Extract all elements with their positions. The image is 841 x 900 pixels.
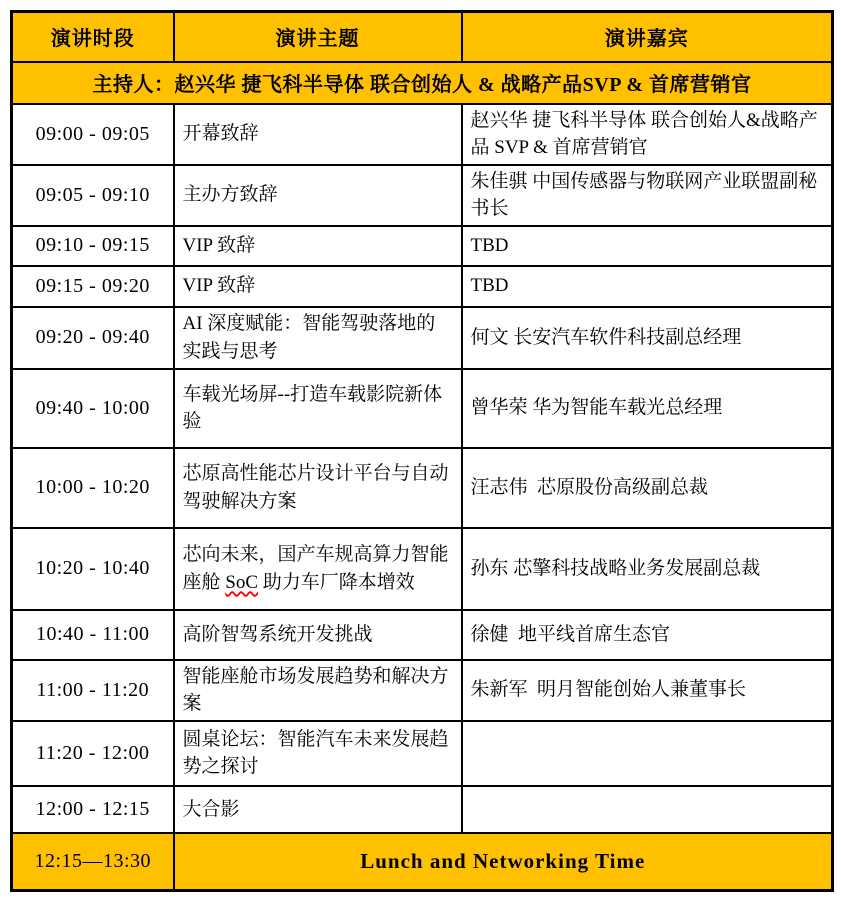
guest-cell: 汪志伟 芯原股份高级副总裁 (462, 448, 833, 528)
footer-time-cell: 12:15—13:30 (12, 833, 174, 891)
time-cell: 09:20 - 09:40 (12, 307, 174, 369)
time-cell: 11:20 - 12:00 (12, 721, 174, 786)
header-guest-column: 演讲嘉宾 (462, 12, 833, 62)
guest-cell: 朱佳骐 中国传感器与物联网产业联盟副秘书长 (462, 165, 833, 226)
table-row (12, 528, 833, 610)
table-row (12, 721, 833, 786)
time-cell: 09:40 - 10:00 (12, 369, 174, 448)
table-footer (12, 833, 833, 891)
time-cell: 09:00 - 09:05 (12, 104, 174, 165)
guest-cell: 徐健 地平线首席生态官 (462, 610, 833, 660)
footer-row (12, 833, 833, 891)
topic-text: 助力车厂降本增效 (258, 571, 415, 593)
time-cell: 12:00 - 12:15 (12, 786, 174, 833)
guest-cell (462, 786, 833, 833)
table-row (12, 165, 833, 226)
topic-cell: 主办方致辞 (174, 165, 462, 226)
guest-cell: 曾华荣 华为智能车载光总经理 (462, 369, 833, 448)
schedule-body (12, 104, 833, 833)
header-time-column: 演讲时段 (12, 12, 174, 62)
topic-cell: 高阶智驾系统开发挑战 (174, 610, 462, 660)
guest-cell: 朱新军 明月智能创始人兼董事长 (462, 660, 833, 721)
header-topic-column: 演讲主题 (174, 12, 462, 62)
topic-cell: 智能座舱市场发展趋势和解决方案 (174, 660, 462, 721)
header-row (12, 12, 833, 62)
guest-cell: 赵兴华 捷飞科半导体 联合创始人&战略产品 SVP & 首席营销官 (462, 104, 833, 165)
table-row (12, 786, 833, 833)
topic-cell: 圆桌论坛：智能汽车未来发展趋势之探讨 (174, 721, 462, 786)
time-cell: 10:40 - 11:00 (12, 610, 174, 660)
table-row (12, 307, 833, 369)
guest-cell: 孙东 芯擎科技战略业务发展副总裁 (462, 528, 833, 610)
topic-cell: 大合影 (174, 786, 462, 833)
table-row (12, 104, 833, 165)
topic-cell: VIP 致辞 (174, 266, 462, 307)
guest-cell: TBD (462, 226, 833, 266)
guest-cell: TBD (462, 266, 833, 307)
topic-cell: AI 深度赋能：智能驾驶落地的实践与思考 (174, 307, 462, 369)
topic-cell: 开幕致辞 (174, 104, 462, 165)
table-row (12, 369, 833, 448)
spellcheck-marked-text: SoC (225, 571, 259, 593)
guest-cell: 何文 长安汽车软件科技副总经理 (462, 307, 833, 369)
topic-cell: 芯原高性能芯片设计平台与自动驾驶解决方案 (174, 448, 462, 528)
topic-cell: VIP 致辞 (174, 226, 462, 266)
table-row (12, 266, 833, 307)
topic-cell: 车载光场屏--打造车载影院新体验 (174, 369, 462, 448)
time-cell: 11:00 - 11:20 (12, 660, 174, 721)
time-cell: 09:05 - 09:10 (12, 165, 174, 226)
topic-cell (174, 528, 462, 610)
time-cell: 09:10 - 09:15 (12, 226, 174, 266)
time-cell: 10:00 - 10:20 (12, 448, 174, 528)
time-cell: 09:15 - 09:20 (12, 266, 174, 307)
table-row (12, 226, 833, 266)
host-row (12, 62, 833, 104)
host-cell: 主持人：赵兴华 捷飞科半导体 联合创始人 & 战略产品SVP & 首席营销官 (12, 62, 833, 104)
table-row (12, 610, 833, 660)
table-row (12, 448, 833, 528)
table-row (12, 660, 833, 721)
topic-text: 芯向未来，国产车规高算力智能座舱 (182, 544, 449, 593)
time-cell: 10:20 - 10:40 (12, 528, 174, 610)
table-header (12, 12, 833, 104)
footer-label-cell: Lunch and Networking Time (174, 833, 833, 891)
guest-cell (462, 721, 833, 786)
agenda-table (10, 10, 834, 892)
